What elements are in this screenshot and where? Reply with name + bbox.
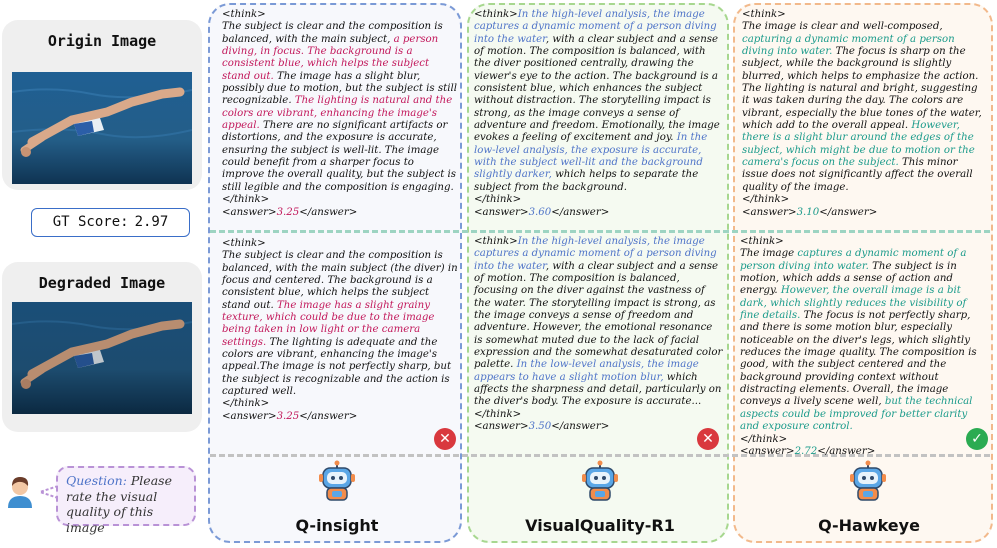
reasoning-segment: 2.72 — [794, 445, 818, 457]
reasoning-segment: captures a dynamic moment of a person diving into water. — [740, 248, 967, 272]
reasoning-segment: which helps to separate the subject from the background. — [474, 169, 699, 193]
row-separator-1 — [210, 230, 990, 233]
reasoning-segment: The image is clear and well-composed, — [742, 21, 943, 33]
reasoning-segment: </think> — [742, 194, 790, 206]
reasoning-segment: which affects the sharpness and detail, particularly on the diver's body. The exposure is accurate... — [474, 371, 722, 408]
q-hawkeye-origin-reasoning — [742, 9, 986, 219]
reasoning-segment: <think> — [742, 9, 786, 20]
user-avatar-icon — [4, 474, 36, 508]
reasoning-segment: <think> — [474, 236, 518, 247]
reasoning-segment: This minor issue does not significantly affect the overall quality of the image. — [742, 157, 973, 193]
visualquality-wrong-icon: ✕ — [697, 428, 719, 450]
reasoning-segment: </answer> — [299, 206, 358, 218]
origin-diver-photo — [12, 72, 192, 184]
reasoning-segment: </answer> — [299, 410, 358, 422]
q-insight-origin-reasoning — [222, 9, 458, 219]
reasoning-segment: <think> — [222, 238, 266, 249]
reasoning-segment: However, there is a slight blur around the edges of the subject, which might be due to motion or the camera's focus on the subject. — [742, 120, 975, 169]
reasoning-segment: 3.10 — [796, 206, 820, 218]
reasoning-segment: <think> — [222, 9, 266, 20]
reasoning-segment: The focus is sharp on the subject, while the background is slightly blurred, which helps to emphasize the action. The lighting is natural and bright, suggesting it was taken during the day. The colors are vibrant, especially the blue tones of the water, which add to the overall appeal. — [742, 46, 982, 132]
reasoning-segment: </answer> — [551, 421, 610, 433]
reasoning-segment: 3.25 — [276, 206, 300, 218]
origin-image-title: Origin Image — [47, 32, 157, 50]
reasoning-segment: </think> — [222, 398, 270, 410]
reasoning-segment: </think> — [474, 194, 522, 206]
reasoning-segment: <answer> — [474, 206, 529, 218]
reasoning-segment: In the low-level analysis, the exposure is accurate, with the subject well-lit and the background slightly darker, — [474, 132, 708, 181]
visualquality-robot-icon — [580, 460, 620, 502]
origin-image-card — [2, 20, 202, 190]
reasoning-segment: , with a clear subject and a sense of motion. The composition is balanced, with the diver positioned centrally, drawing the viewer's eye to the action. The background is a consistent blue, which enhances the subject without distraction. The storytelling impact is strong, as the image conveys a sense of adventure and freedom. Emotionally, the image evokes a feeling of excitement and joy. — [474, 33, 720, 144]
reasoning-segment: , with a clear subject and a sense of motion. The composition is balanced, focusing on the diver against the vastness of the water. The storytelling impact is strong, as the image conveys a sense of freedom and adventure. However, the emotional resonance is somewhat muted due to the lack of facial expression and the somewhat desaturated color palette. — [474, 260, 723, 371]
reasoning-segment: but the technical aspects could be improved for better clarity and exposure control. — [740, 396, 973, 433]
degraded-diver-photo — [12, 302, 192, 414]
reasoning-segment: <answer> — [740, 445, 795, 457]
reasoning-segment: However, the overall image is a bit dark, which slightly reduces the visibility of fine details. — [740, 285, 967, 322]
q-hawkeye-degraded-reasoning — [740, 236, 988, 458]
visualquality-degraded-reasoning — [474, 236, 724, 434]
reasoning-segment: The image has a slight grainy texture, which could be due to the image being taken in low light or the camera settings. — [222, 299, 435, 348]
reasoning-segment: <think> — [740, 236, 784, 247]
reasoning-segment: The image — [740, 248, 798, 260]
reasoning-segment: <answer> — [742, 206, 797, 218]
q-insight-name: Q-insight — [295, 516, 379, 535]
question-label: Question: — [66, 473, 127, 488]
reasoning-segment: There are no significant artifacts or distortions, and the exposure is accurate, ensuring the subject is well-lit. The image could benefit from a sharper focus to improve the overall quality, but the subject is still legible and the composition is engaging. — [222, 120, 457, 193]
reasoning-segment: The subject is clear and the composition is balanced, with the main subject (the diver) in focus and centered. The background is a consistent blue, which helps the subject stand out. — [222, 250, 458, 311]
reasoning-segment: The image has a slight blur, possibly due to motion, but the subject is still recognizable. — [222, 70, 457, 107]
reasoning-segment: <answer> — [222, 206, 277, 218]
reasoning-segment: </think> — [740, 433, 788, 445]
reasoning-segment: In the high-level analysis, the image captures a dynamic moment of a person diving into the water — [474, 236, 717, 272]
reasoning-segment: a person diving, in focus. The background is a consistent blue, which helps the subject stand out. — [222, 33, 439, 82]
speech-tail — [38, 484, 58, 500]
reasoning-segment: <answer> — [222, 410, 277, 422]
reasoning-segment: The focus is not perfectly sharp, and there is some motion blur, especially noticeable on the diver's legs, which slightly reduces the image quality. The composition is good, with the subject centered and the background providing context without distracting elements. Overall, the image conveys a lively scene well, — [740, 310, 977, 408]
gt-score-value: 2.97 — [134, 214, 169, 230]
reasoning-segment: capturing a dynamic moment of a person diving into water. — [742, 33, 955, 58]
reasoning-segment: <answer> — [474, 421, 529, 433]
gt-score-label: GT Score: — [52, 214, 129, 230]
q-hawkeye-name: Q-Hawkeye — [818, 516, 920, 535]
question-text: Please rate the visual quality of this image — [66, 473, 172, 535]
q-hawkeye-correct-icon: ✓ — [966, 428, 988, 450]
reasoning-segment: </think> — [222, 194, 270, 206]
reasoning-segment: In the low-level analysis, the image appears to have a slight motion blur, — [474, 359, 699, 383]
question-box — [56, 466, 196, 535]
degraded-image-title: Degraded Image — [38, 274, 166, 292]
q-insight-robot-icon — [317, 460, 357, 502]
q-hawkeye-robot-icon — [848, 460, 888, 502]
reasoning-segment: 3.25 — [276, 410, 300, 422]
reasoning-segment: </think> — [474, 408, 522, 420]
reasoning-segment: The subject is clear and the composition is balanced, with the main subject, — [222, 21, 443, 45]
reasoning-segment: The subject is in motion, which adds a sense of action and energy. — [740, 260, 957, 297]
reasoning-segment: The lighting is natural and the colors are vibrant, enhancing the image's appeal. — [222, 95, 453, 132]
reasoning-segment: The lighting is adequate and the colors are vibrant, enhancing the image's appeal.The image is not perfectly sharp, but the subject is recognizable and the action is captured well. — [222, 336, 452, 398]
reasoning-segment: </answer> — [817, 445, 876, 457]
visualquality-origin-reasoning — [474, 9, 724, 219]
visualquality-name: VisualQuality-R1 — [525, 516, 675, 535]
reasoning-segment: 3.60 — [528, 206, 552, 218]
reasoning-segment: 3.50 — [528, 421, 552, 433]
reasoning-segment: <think> — [474, 9, 518, 20]
gt-score-box — [31, 208, 190, 237]
reasoning-segment: </answer> — [551, 206, 610, 218]
reasoning-segment: </answer> — [819, 206, 878, 218]
reasoning-segment: In the high-level analysis, the image captures a dynamic moment of a person diving into the water — [474, 9, 717, 45]
q-insight-wrong-icon: ✕ — [434, 428, 456, 450]
degraded-image-card — [2, 262, 202, 432]
q-insight-degraded-reasoning — [222, 238, 458, 423]
